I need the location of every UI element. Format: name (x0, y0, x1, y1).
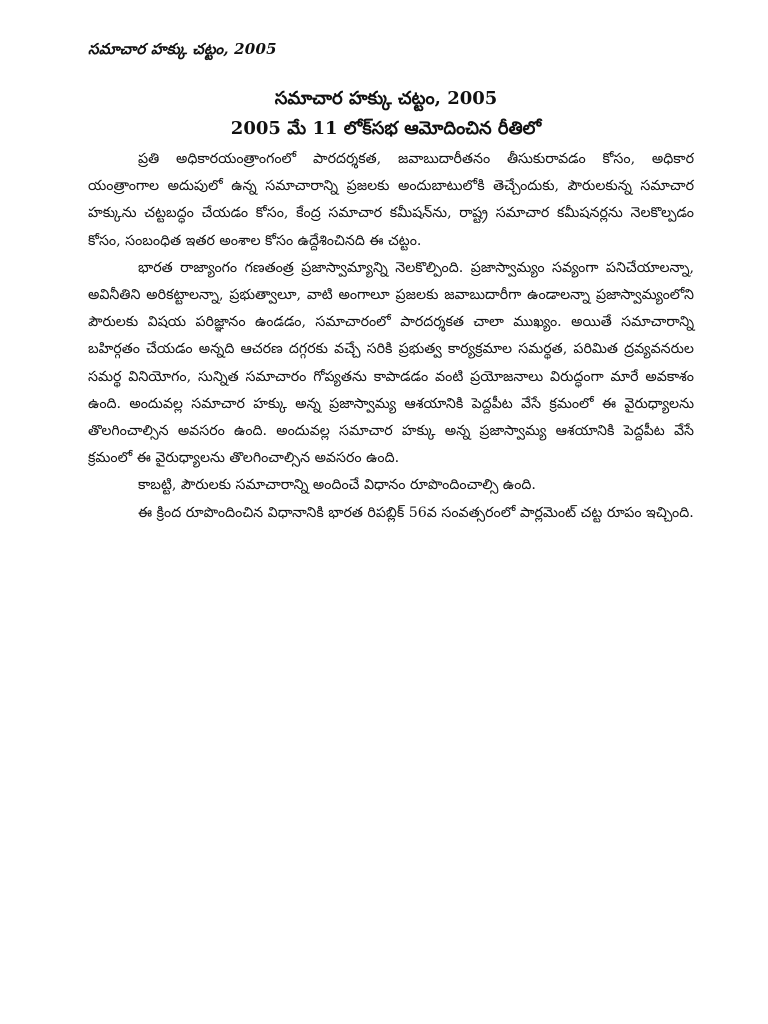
paragraph-purpose: ప్రతి అధికారయంత్రాంగంలో పారదర్శకత, జవాబుదారీతనం తీసుకురావడం కోసం, అధికార యంత్రాంగాల అదుపులో ఉన్న సమాచారాన్ని ప్రజలకు అందుబాటులోకి తెచ్చేందుకు, పౌరులకున్న సమాచార హక్కును చట్టబద్ధం చేయడం కోసం, కేంద్ర సమాచార కమీషన్‌ను, రాష్ట్ర సమాచార కమీషనర్లను నెలకొల్పడం కోసం, సంబంధిత ఇతర అంశాల కోసం ఉద్దేశించినది ఈ చట్టం. (88, 151, 694, 249)
body-text (88, 146, 694, 527)
document-subtitle: 2005 మే 11 లోక్‌సభ ఆమోదించిన రీతిలో (230, 118, 542, 139)
paragraph-enactment: ఈ క్రింద రూపొందించిన విధానానికి భారత రిపబ్లిక్ 56వ సంవత్సరంలో పార్లమెంట్ చట్ట రూపం ఇచ్చింది. (138, 504, 694, 521)
running-header: సమాచార హక్కు చట్టం, 2005 (88, 40, 277, 58)
paragraph-constitution: భారత రాజ్యాంగం గణతంత్ర ప్రజాస్వామ్యాన్ని నెలకొల్పింది. ప్రజాస్వామ్యం సవ్యంగా పనిచేయాలన్నా, అవినీతిని అరికట్టాలన్నా, ప్రభుత్వాలూ, వాటి అంగాలూ ప్రజలకు జవాబుదారీగా ఉండాలన్నా ప్రజాస్వామ్యంలోని పౌరులకు విషయ పరిజ్ఞానం ఉండడం, సమాచారంలో పారదర్శకత చాలా ముఖ్యం. అయితే సమాచారాన్ని బహిర్గతం చేయడం అన్నది ఆచరణ దగ్గరకు వచ్చే సరికి ప్రభుత్వ కార్యక్రమాల సమర్థత, పరిమిత ద్రవ్యవనరుల సమర్థ వినియోగం, సున్నిత సమాచారం గోప్యతను కాపాడడం వంటి ప్రయోజనాలు విరుద్ధంగా మారే అవకాశం ఉంది. అందువల్ల సమాచార హక్కు అన్న ప్రజాస్వామ్య ఆశయానికి పెద్దపీట వేసే క్రమంలో ఈ వైరుధ్యాలను తొలగించాల్సిన అవసరం ఉంది. అందువల్ల సమాచార హక్కు అన్న ప్రజాస్వామ్య ఆశయానికి పెద్దపీట వేసే క్రమంలో ఈ వైరుధ్యాలను తొలగించాల్సిన అవసరం ఉంది. (88, 259, 694, 467)
title-block (88, 84, 684, 144)
paragraph-therefore: కాబట్టి, పౌరులకు సమాచారాన్ని అందించే విధానం రూపొందించాల్సి ఉంది. (138, 477, 536, 494)
document-title: సమాచార హక్కు చట్టం, 2005 (274, 88, 498, 109)
